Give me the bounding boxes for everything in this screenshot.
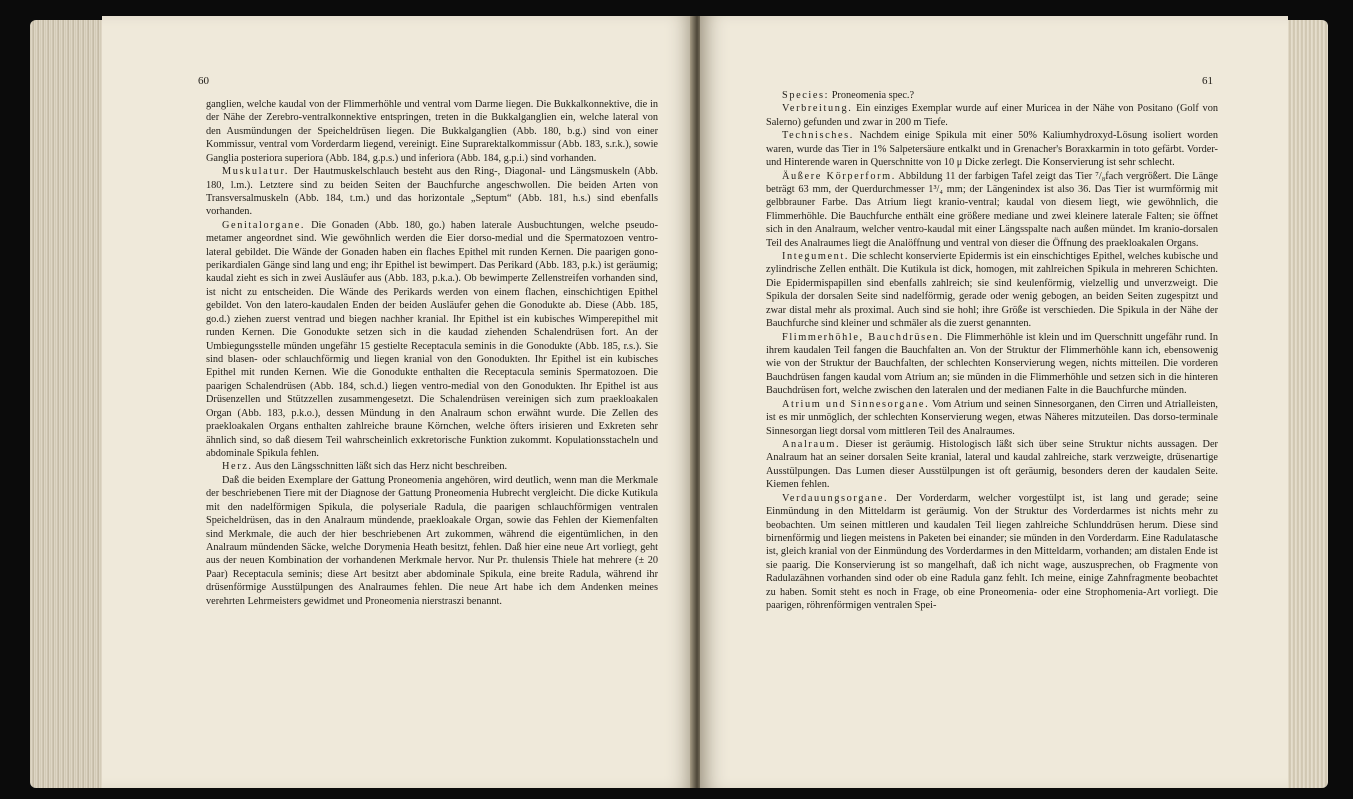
paragraph	[766, 170, 1218, 251]
paragraph-text: Aus den Längsschnitten läßt sich das Herz nicht beschreiben.	[252, 461, 508, 473]
paragraph-heading: Integument.	[782, 251, 850, 263]
right-page-text	[766, 89, 1218, 612]
paragraph-heading: Species:	[782, 90, 830, 101]
paragraph-heading: Verbreitung.	[782, 103, 853, 115]
paragraph-text: Dieser ist geräumig. Histologisch läßt sich über seine Struktur nichts aussagen. Der Analraum hat an seiner dorsalen Seite kranial, lateral und kaudal zahlreiche, stark verzweigte, drüsenartige Ausstülpungen. Das Lumen dieser Ausstülpungen ist oft geräumig, besonders deren der kaudalen Seite. Kiemen fehlen.	[766, 438, 1218, 491]
left-page	[102, 16, 694, 788]
paragraph	[206, 165, 658, 219]
paragraph-text: Nachdem einige Spikula mit einer 50% Kaliumhydroxyd-Lösung isoliert worden waren, wurde das Tier in 1% Salpetersäure entkalkt und in Grenacher's Boraxkarmin in toto gefärbt. Vorder- und Hinterende waren in Querschnitte von 10 μ Dicke zerlegt. Die Konservierung ist sehr schlecht.	[766, 130, 1218, 169]
paragraph-text: Die Flimmerhöhle ist klein und im Querschnitt ungefähr rund. In ihrem kaudalen Teil fangen die Bauchfalten an. Von der Struktur der Flimmerhöhle kann ich, ebensowenig wie von der Struktur der Bauchfalten, der schlechten Konservierung wegen, nichts mitteilen. Die vorderen Bauchdrüsen fangen kaudal vom Atrium an; sie münden in die Flimmerhöhle und setzen sich in die hinteren Bauchdrüsen fort, welche zwischen den lateralen und der medianen Falte in die Bauchfurche münden.	[766, 331, 1219, 397]
paragraph-heading: Muskulatur.	[222, 166, 290, 178]
paragraph-text: Vom Atrium und seinen Sinnesorganen, den Cirren und Atrialleisten, ist es mir unmöglich, der schlechten Konservierung wegen, etwas Näheres mitzuteilen. Das dorso-terminale Sinnesorgan liegt dorsal vom mittleren Teil des Analraumes.	[766, 398, 1218, 437]
paragraph-text: Die schlecht konservierte Epidermis ist ein einschichtiges Epithel, welches kubische und zylindrische Zellen enthält. Die Kutikula ist dick, homogen, mit zahlreichen Spikula in mehreren Schichten. Die Epidermispapillen sind ebenfalls zahlreich; sie sind keulenförmig, vielzellig und unverzweigt. Die Spikula der dorsalen Seite sind nadelförmig, gerade oder wenig gebogen, an beiden Seiten zugespitzt und zwar distal mehr als proximal. Auch sind sie hohl; ihre Größe ist verschieden. Die Spikula in der Nähe der Bauchfurche sind kleiner und schmäler als die zuerst genannten.	[766, 251, 1218, 330]
paragraph-text: ganglien, welche kaudal von der Flimmerhöhle und ventral vom Darme liegen. Die Bukkalkonnektive, die in der Nähe der Zerebro-ventralkonnektive entspringen, treten in die Bukkalganglien ein, welche lateral von den Ausmündungen der Speicheldrüsen liegen. Die Bukkalganglien (Abb. 180, b.g.) sind von einer Kommissur, ventral vom Vorderdarm liegend, vereinigt. Eine Suprarektalkommissur (Abb. 183, s.r.k.), sowie Ganglia posteriora superiora (Abb. 184, g.p.s.) und inferiora (Abb. 184, g.p.i.) sind vorhanden.	[206, 99, 658, 164]
paragraph-heading: Äußere Körperform.	[782, 170, 896, 182]
paragraph	[206, 219, 658, 461]
paragraph-text: Der Vorderdarm, welcher vorgestülpt ist, ist lang und gerade; seine Einmündung in den Mitteldarm ist geräumig. Von der Struktur des Vorderdarmes ist nichts mehr zu beobachten. Um seinen mittleren und kaudalen Teil liegen zahlreiche Schlunddrüsen herum. Diese sind birnenförmig und liegen meistens in Paketen bei einander; sie münden in den Vorderdarm. Eine Radulatasche ist, gleich kranial von der Einmündung des Vorderdarmes in den Mitteldarm, vorhanden; am distalen Ende ist sie paarig. Die Konservierung ist so mangelhaft, daß ich nicht wage, auszusprechen, ob Fragmente von Radulazähnen vorhanden sind oder ob eine Radula ganz fehlt. Ich meine, einige Zahnfragmente beobachtet zu haben. Somit steht es noch in Frage, ob eine Proneomenia- oder eine Strophomenia-Art vorliegt. Die paarigen, röhrenförmigen ventralen Spei-	[766, 492, 1218, 612]
paragraph-text: Ein einziges Exemplar wurde auf einer Muricea in der Nähe von Positano (Golf von Salerno) gefunden und zwar in 200 m Tiefe.	[766, 103, 1218, 128]
paragraph	[766, 438, 1218, 492]
paragraph-text: Proneomenia spec.?	[829, 90, 915, 101]
paragraph-heading: Technisches.	[782, 130, 854, 142]
paragraph-heading: Herz.	[222, 461, 253, 473]
page-edges-left	[30, 20, 110, 788]
left-page-text	[206, 98, 658, 608]
paragraph-heading: Flimmerhöhle, Bauchdrüsen.	[782, 331, 944, 343]
paragraph	[766, 492, 1218, 613]
paragraph	[206, 474, 658, 608]
open-book	[30, 12, 1328, 792]
paragraph-text: Die Gonaden (Abb. 180, go.) haben laterale Ausbuchtungen, welche pseudo-metamer angeordnet sind. Wie gewöhnlich werden die Eier dorso-medial und die Spermatozoen ventro-lateral gebildet. Die Wände der Gonaden haben ein flaches Epithel mit runden Kernen. Die paarigen gono-perikardialen Gänge sind lang und eng; ihr Epithel ist bewimpert. Das Perikard (Abb. 183, p.k.) ist geräumig; kaudal zieht es sich in zwei Ausläufer aus (Abb. 183, p.k.a.). Ob bewimperte Zellenstreifen vorhanden sind, ist nicht zu entscheiden. Die Wände des Perikards werden von einem flachen, einschichtigen Epithel gebildet. Von den latero-kaudalen Enden der beiden Ausläufer gehen die Gonodukte ab. Diese (Abb. 185, go.d.) ziehen zuerst ventrad und biegen nachher kranial. Ihr Epithel ist ein kubisches Wimperepithel mit runden Kernen. Die Gonodukte setzen sich in die kaudad ziehenden Schalendrüsen fort. An der Umbiegungsstelle münden ungefähr 15 gestielte Receptacula seminis in die Gonodukte (Abb. 185, r.s.). Sie sind blasen- oder schlauchförmig und liegen kranial von den Gonodukten. Ihr Epithel ist ein kubisches Epithel mit runden Kernen. Wie die Gonodukte enthalten die Receptacula seminis Spermatozoen. Die paarigen Schalendrüsen (Abb. 184, sch.d.) liegen ventro-medial von den Gonodukten. Ihr Epithel ist aus Drüsenzellen und Stützzellen zusammengesetzt. Die Schalendrüsen vereinigen sich zum praekloakalen Organ (Abb. 183, p.k.o.), dessen Mündung in den Analraum schon erwähnt wurde. Die Zellen des praekloakalen Organs enthalten zahlreiche braune Körnchen, welche öfters irisieren und Exkreten sehr ähnlich sind, so daß diesem Teil wahrscheinlich exkretorische Funktion zukommt. Kopulationsstacheln und abdominale Spikula fehlen.	[206, 219, 658, 459]
paragraph	[766, 398, 1218, 438]
paragraph	[206, 98, 658, 165]
paragraph-text: Der Hautmuskelschlauch besteht aus den Ring-, Diagonal- und Längsmuskeln (Abb. 180, l.m.). Letztere sind zu beiden Seiten der Bauchfurche angeschwollen. Die beiden Arten von Transversalmuskeln (Abb. 184, t.m.) und das horizontale „Septum“ (Abb. 181, h.s.) sind ebenfalls vorhanden.	[206, 166, 658, 218]
paragraph-heading: Analraum.	[782, 438, 841, 450]
paragraph	[206, 460, 658, 473]
paragraph	[766, 89, 1218, 102]
paragraph-text: Abbildung 11 der farbigen Tafel zeigt das Tier ⁷/₈fach vergrößert. Die Länge beträgt 63 mm, der Querdurchmesser 1³/₄ mm; der Längenindex ist also 36. Das Tier ist wurmförmig mit gelbbrauner Farbe. Das Atrium liegt kranio-ventral; kaudal von diesem liegt, wie gewöhnlich, die Flimmerhöhle. Die Bauchfurche enthält eine größere mediane und zwei kleinere laterale Falten; sie öffnet sich in den Analraum, welcher ventro-kaudal mit einer Längsspalte nach außen mündet. Im kranio-dorsalen Teil des Analraumes liegt die Analöffnung und ventral von dieser die Öffnung des praekloakalen Organs.	[766, 170, 1219, 249]
page-edges-right	[1288, 20, 1328, 788]
right-page-number: 61	[1202, 75, 1213, 87]
paragraph-heading: Genitalorgane.	[222, 219, 306, 231]
paragraph	[766, 129, 1218, 169]
paragraph	[766, 102, 1218, 129]
left-page-number: 60	[198, 75, 209, 87]
paragraph-heading: Verdauungsorgane.	[782, 492, 889, 504]
right-page	[700, 16, 1288, 788]
paragraph	[766, 250, 1218, 331]
paragraph-heading: Atrium und Sinnesorgane.	[782, 398, 930, 410]
paragraph-text: Daß die beiden Exemplare der Gattung Proneomenia angehören, wird deutlich, wenn man die Merkmale der beschriebenen Tiere mit der Diagnose der Gattung Proneomenia Hubrecht vergleicht. Die dicke Kutikula mit den nadelförmigen Spikula, die polyseriale Radula, die paarigen schlauchförmigen ventralen Speicheldrüsen, das in den Analraum mündende, praekloakale Organ, sowie das Fehlen der Kiemenfalten sind Merkmale, die auch der hier beschriebenen Art zukommen, während die eigentümlichen, in den Analraum mündenden Säcke, welche Dorymenia Heath besitzt, fehlen. Daß hier eine neue Art vorliegt, geht aus der neuen Kombination der vorhandenen Merkmale hervor. Nur Pr. thulensis Thiele hat mehrere (± 20 Paar) Receptacula seminis; diese Art besitzt aber abdominale Spikula, eine breite Radula, während ihr drüsenförmige Ausstülpungen des Analraumes fehlen. Die neue Art habe ich dem Andenken meines verehrten Lehrmeisters gewidmet und Proneomenia nierstraszi benannt.	[206, 474, 658, 607]
paragraph	[766, 331, 1218, 398]
